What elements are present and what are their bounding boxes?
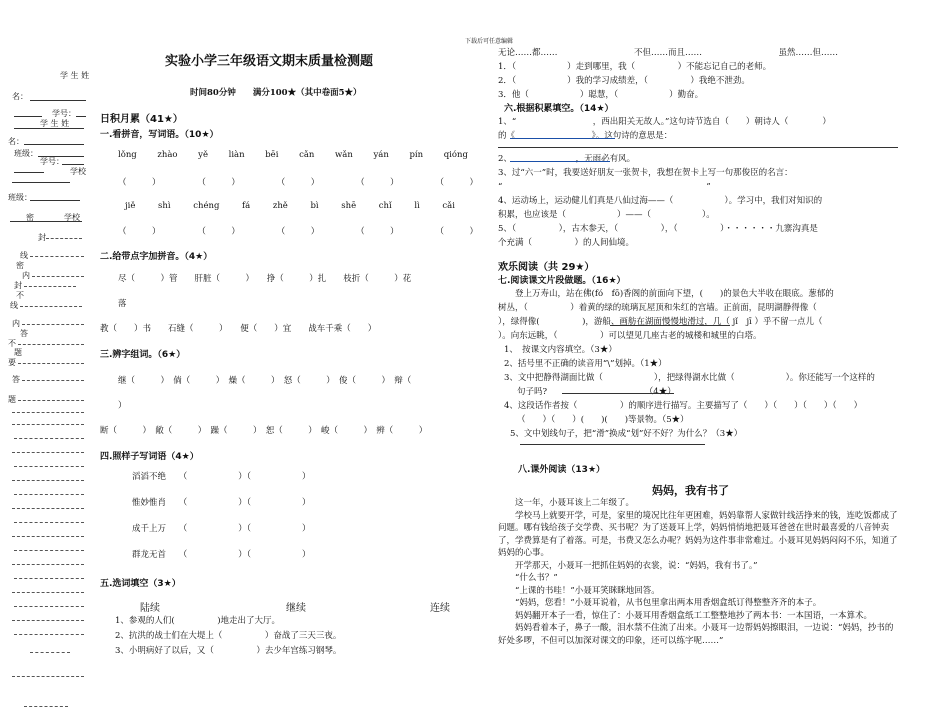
question-6-line-6: 4、运动场上，运动健儿们真是八仙过海——（ ）。学习中，我们对知识的: [498, 196, 823, 206]
question-2-row-2: 教（ ）书 石缝（ ） 便（ ）宜 战车千乘（ ）: [100, 324, 377, 334]
question-5-item-1: 1、参观的人们( )地走出了大厅。: [115, 616, 281, 626]
question-3: 三.辨字组词。（6★）: [100, 350, 186, 360]
story-para-3: 开学那天，小聂耳一把抓住妈妈的衣裳，说：“妈妈，我有书了。”: [498, 560, 758, 571]
conjunction-item-3: 3．他（ ）聪慧，（ ）勤奋。: [498, 90, 704, 100]
student-name-label: 学 生 姓: [60, 71, 90, 80]
question-6-line-5: “ ”: [498, 182, 711, 192]
question-7-2: 2、括号里不正确的读音用“\”划掉。（1★）: [504, 359, 667, 369]
seal-char-mi: 密: [26, 213, 34, 222]
conjunction-item-1: 1．（ ）走到哪里，我（ ）不能忘记自己的老师。: [498, 62, 772, 72]
conjunction-words: 无论……都…… 不但……而且…… 虽然……但……: [498, 48, 839, 58]
seal-char-feng-2: 封: [14, 281, 22, 290]
seal-char-nei-2: 内: [12, 319, 20, 328]
story-para-8: 妈妈看着本子，鼻子一酸，泪水禁不住流了出来。小聂耳一边帮妈妈擦眼泪，一边说：“妈妈，抄书的好处多啰，不但可以加深对课文的印象，还可以练字呢……”: [498, 623, 894, 646]
story-para-7: 妈妈翻开本子一看，惊住了：小聂耳用香烟盒纸工工整整地抄了两本书：一本国语，一本算术。: [498, 610, 873, 621]
section-heading-1: 日积月累（41★）: [100, 114, 183, 125]
class-label-2: 班级：: [8, 193, 32, 202]
story-para-2: 学校马上就要开学，可是，家里的境况比往年更困难，妈妈靠帮人家做针线活挣来的钱，连吃饭都成了问题。哪有钱给孩子交学费、买书呢？为了送聂耳上学，妈妈悄悄地把聂耳爸爸在世时最喜爱的八音钟卖了，学费算是有了着落。可是，书费又怎么办呢？妈妈为这件事非常难过。小聂耳见妈妈闷闷不乐，知道了妈妈的心事。: [498, 510, 898, 558]
question-4: 四.照样子写词语（4★）: [100, 452, 199, 462]
page-title: 实验小学三年级语文期末质量检测题: [165, 54, 374, 69]
question-6-line-4: 3、过“六一”时，我要送好朋友一张贺卡，我想在贺卡上写一句那俊臣的名言：: [498, 168, 793, 178]
question-3-row-2: 断（ ） 敞（ ） 躁（ ） 恕（ ） 峻（ ） 辨（ ）: [100, 426, 428, 436]
question-4-item-4: 群龙无首 （ ）（ ）: [132, 550, 311, 560]
answer-row-2: （ ） （ ） （ ） （ ） （ ）: [118, 227, 478, 237]
choice-word-2: 继续: [286, 603, 306, 614]
question-4-item-3: 成千上万 （ ）（ ）: [132, 524, 311, 534]
question-6-line-3: 2、 ，无雨必有风。: [498, 154, 636, 164]
story-para-4: “什么书？”: [498, 573, 558, 583]
seal-char-da: 答: [20, 329, 28, 338]
question-6-line-1: 1、“ ，西出阳关无故人。”这句诗节选自（ ）朝诗人（ ）: [498, 117, 831, 127]
story-para-6: “妈妈，您看！”小聂耳说着，从书包里拿出两本用香烟盒纸订得整整齐齐的本子。: [498, 598, 822, 608]
section-heading-reading: 欢乐阅读（共 29★）: [498, 262, 595, 273]
seal-char-bu-2: 不: [8, 339, 16, 348]
student-name-label-2: 学 生 姓: [40, 119, 70, 128]
choice-word-1: 陆续: [140, 603, 160, 614]
story-body: [498, 497, 898, 647]
student-number-label-2: 学号：: [40, 157, 64, 166]
question-5-item-3: 3、小明病好了以后，又（ ）去少年宫练习钢琴。: [115, 646, 342, 656]
student-name-label-b: 名：: [12, 92, 28, 101]
seal-char-nei: 内: [22, 271, 30, 280]
page-subtitle: 时间80分钟 满分100★（其中卷面5★）: [190, 88, 362, 98]
question-7-3b: 句子吗? （4★）: [517, 387, 676, 397]
question-5-item-2: 2、抗洪的战士们在大堤上（ ）奋战了三天三夜。: [115, 631, 342, 641]
question-2: 二.给带点字加拼音。（4★）: [100, 252, 213, 262]
seal-char-xian-2: 线: [10, 301, 18, 310]
seal-char-yao: 要: [8, 358, 16, 367]
story-para-5: “上课的书哇！”小聂耳笑眯眯地回答。: [498, 585, 660, 596]
pinyin-row-1: lǒng zhào yě liàn bēi cǎn wǎn yán pín qióng: [118, 150, 468, 160]
question-7-4b: （ ）（ ）( )( )等景物。（5★）: [517, 415, 689, 425]
class-label: 班级：: [14, 149, 38, 158]
student-number-label: 学号：: [52, 109, 76, 118]
question-7: 七.阅读课文片段做题。（16★）: [498, 276, 626, 286]
question-7-4: 4、这段话作者按（ ）的顺序进行描写。主要描写了（ ）（ ）（ ）（ ）: [504, 401, 863, 411]
student-name-label-2b: 名：: [8, 137, 24, 146]
passage-line-3: ），绿得像( )，游船、画舫在湖面慢慢地滑过，几（ jǐ jī ）乎不留一点儿（: [498, 317, 823, 327]
question-2-row-1: 尽（ ）管 肝脏（ ） 挣（ ）扎 枝折（ ）花: [118, 274, 412, 284]
seal-char-da-2: 答: [12, 375, 20, 384]
question-6-line-9: 个充满（ ）的人间仙境。: [498, 238, 635, 248]
question-5: 五.选词填空（3★）: [100, 579, 181, 589]
question-8: 八.课外阅读（13★）: [518, 465, 606, 475]
seal-char-feng: 封: [38, 233, 46, 242]
passage-line-4: ）。向东远眺，（ ）可以望见几座古老的城楼和城里的白塔。: [498, 331, 762, 341]
answer-row-1: （ ） （ ） （ ） （ ） （ ）: [118, 178, 478, 188]
question-3-row-1b: ）: [118, 401, 127, 411]
school-label: 学校: [70, 167, 86, 176]
question-2-row-1b: 落: [118, 299, 127, 309]
seal-char-mi-2: 密: [16, 261, 24, 270]
question-6: 六.根据积累填空。（14★）: [504, 104, 614, 114]
question-7-5: 5、文中划线句子，把“滑”换成“划”好不好？为什么？（3★）: [510, 429, 743, 439]
pinyin-row-2: jiě shì chéng fá zhě bì shē chǐ lì cǎi: [125, 201, 455, 211]
seal-char-bu: 不: [16, 291, 24, 300]
seal-char-xian: 线: [20, 251, 28, 260]
watermark: 下载后可任意编辑: [465, 38, 514, 45]
question-3-row-1: 继（ ） 倘（ ） 燥（ ） 怒（ ） 俊（ ） 辩（: [118, 376, 429, 386]
question-6-line-2: 的《 》。这句诗的意思是：: [498, 131, 673, 141]
story-title: 妈妈，我有书了: [652, 484, 729, 497]
conjunction-item-2: 2．（ ）我的学习成绩差，（ ）我绝不泄劲。: [498, 76, 750, 86]
question-4-item-2: 惟妙惟肖 （ ）（ ）: [132, 498, 311, 508]
passage-line-2: 树丛，（ ）着黄的绿的琉璃瓦屋顶和朱红的宫墙。正前面，昆明湖静得像（: [498, 303, 817, 313]
question-6-line-7: 积累，也应该是（ ）——（ ）。: [498, 210, 715, 220]
question-1: 一.看拼音，写词语。（10★）: [100, 130, 219, 140]
passage-line-1: 登上万寿山，站在佛(fó fō)香阁的前面向下望，( )的景色大半收在眼底。葱郁的: [498, 289, 834, 299]
choice-word-3: 连续: [430, 603, 450, 614]
seal-char-ti-2: 题: [8, 395, 16, 404]
seal-char-ti: 题: [14, 348, 22, 357]
question-6-line-8: 5、（ ），古木参天，（ ），（ ）・・・・・・九寨沟真是: [498, 224, 818, 234]
school-label-2: 学校: [64, 213, 80, 222]
question-7-1: 1、 按课文内容填空。（3★）: [504, 345, 617, 355]
question-7-3: 3、文中把静得湖面比做（ ），把绿得湖水比做（ ）。你还能写一个这样的: [504, 373, 875, 383]
question-4-item-1: 滔滔不绝 （ ）（ ）: [132, 472, 311, 482]
story-para-1: 这一年，小聂耳该上二年级了。: [498, 498, 635, 508]
